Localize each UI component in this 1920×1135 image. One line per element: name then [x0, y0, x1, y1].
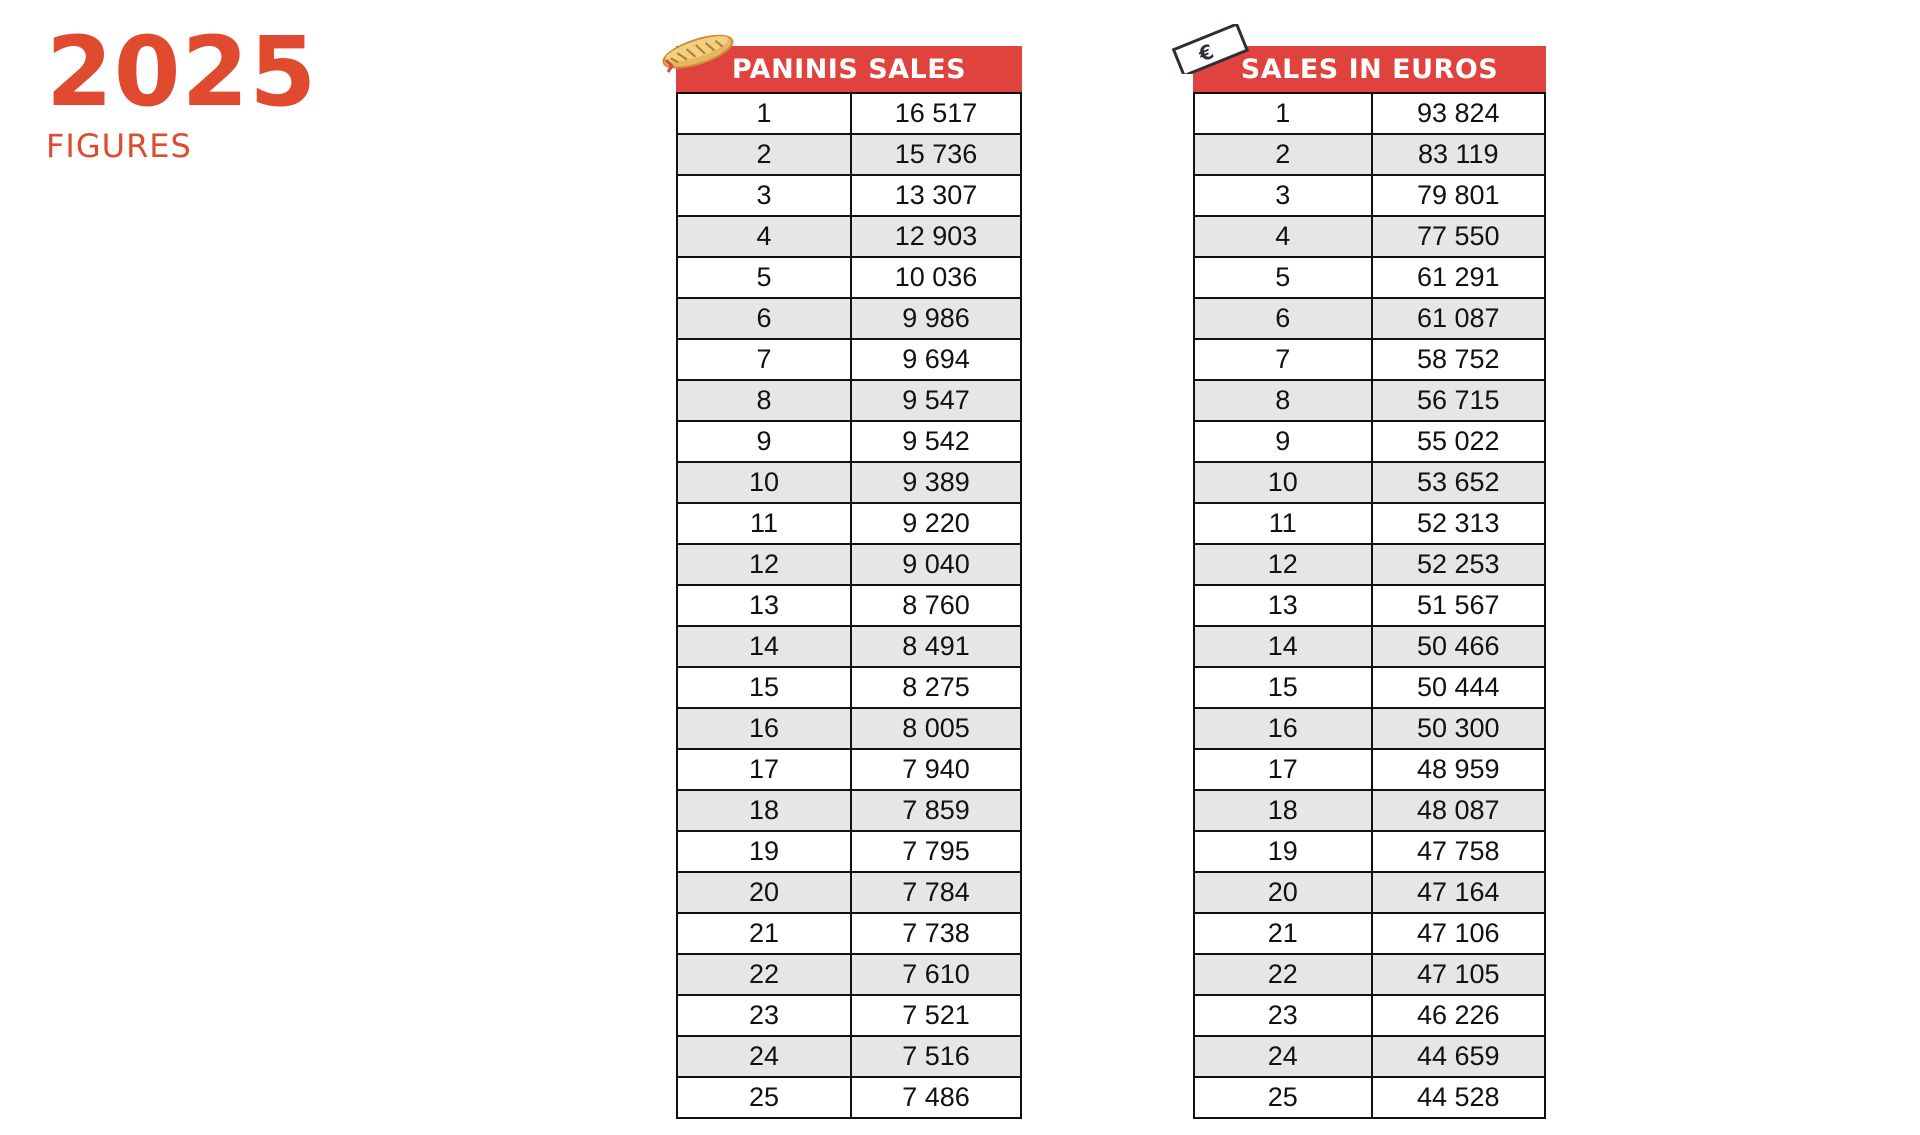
paninis-sales-value-cell: 12 903 — [851, 216, 1021, 257]
paninis-sales-value-cell: 8 275 — [851, 667, 1021, 708]
sales-in-euros-value-cell: 48 087 — [1372, 790, 1546, 831]
sales-in-euros-header: SALES IN EUROS — [1193, 46, 1546, 92]
paninis-sales-rank-cell: 21 — [677, 913, 851, 954]
paninis-sales-value-cell: 13 307 — [851, 175, 1021, 216]
paninis-sales-value-cell: 8 760 — [851, 585, 1021, 626]
paninis-sales-rank-cell: 2 — [677, 134, 851, 175]
sales-in-euros-row — [1194, 831, 1545, 872]
sales-in-euros-row — [1194, 872, 1545, 913]
paninis-sales-rank-cell: 25 — [677, 1077, 851, 1118]
paninis-sales-value-cell: 16 517 — [851, 93, 1021, 134]
sales-in-euros-rank-cell: 20 — [1194, 872, 1372, 913]
sales-in-euros-rank-cell: 6 — [1194, 298, 1372, 339]
paninis-sales-rank-cell: 20 — [677, 872, 851, 913]
paninis-sales-rank-cell: 22 — [677, 954, 851, 995]
sales-in-euros-rank-cell: 9 — [1194, 421, 1372, 462]
sales-in-euros-rank-cell: 25 — [1194, 1077, 1372, 1118]
sales-in-euros-value-cell: 48 959 — [1372, 749, 1546, 790]
paninis-sales-value-cell: 9 547 — [851, 380, 1021, 421]
sales-in-euros-row — [1194, 380, 1545, 421]
sales-in-euros-rank-cell: 18 — [1194, 790, 1372, 831]
sales-in-euros-row — [1194, 544, 1545, 585]
paninis-sales-grid — [676, 92, 1022, 1119]
paninis-sales-row — [677, 503, 1021, 544]
paninis-sales-row — [677, 93, 1021, 134]
sales-in-euros-value-cell: 44 528 — [1372, 1077, 1546, 1118]
paninis-sales-value-cell: 9 040 — [851, 544, 1021, 585]
paninis-sales-value-cell: 7 784 — [851, 872, 1021, 913]
paninis-sales-row — [677, 831, 1021, 872]
paninis-sales-value-cell: 15 736 — [851, 134, 1021, 175]
sales-in-euros-row — [1194, 749, 1545, 790]
sales-in-euros-rank-cell: 11 — [1194, 503, 1372, 544]
paninis-sales-rank-cell: 4 — [677, 216, 851, 257]
sales-in-euros-value-cell: 44 659 — [1372, 1036, 1546, 1077]
sales-in-euros-value-cell: 51 567 — [1372, 585, 1546, 626]
paninis-sales-value-cell: 7 516 — [851, 1036, 1021, 1077]
paninis-sales-row — [677, 626, 1021, 667]
sales-in-euros-rank-cell: 12 — [1194, 544, 1372, 585]
sales-in-euros-value-cell: 56 715 — [1372, 380, 1546, 421]
paninis-sales-row — [677, 708, 1021, 749]
sales-in-euros-rank-cell: 22 — [1194, 954, 1372, 995]
sales-in-euros-rank-cell: 23 — [1194, 995, 1372, 1036]
paninis-sales-value-cell: 9 389 — [851, 462, 1021, 503]
paninis-sales-rank-cell: 16 — [677, 708, 851, 749]
paninis-sales-value-cell: 7 486 — [851, 1077, 1021, 1118]
panini-icon — [658, 30, 736, 74]
paninis-sales-rank-cell: 7 — [677, 339, 851, 380]
sales-in-euros-row — [1194, 339, 1545, 380]
sales-in-euros-grid — [1193, 92, 1546, 1119]
year-heading: 2025 — [46, 16, 318, 128]
sales-in-euros-row — [1194, 175, 1545, 216]
paninis-sales-row — [677, 175, 1021, 216]
paninis-sales-rank-cell: 19 — [677, 831, 851, 872]
paninis-sales-value-cell: 8 005 — [851, 708, 1021, 749]
sales-in-euros-value-cell: 47 106 — [1372, 913, 1546, 954]
paninis-sales-table — [676, 46, 1022, 1119]
paninis-sales-row — [677, 544, 1021, 585]
paninis-sales-row — [677, 667, 1021, 708]
sales-in-euros-rank-cell: 2 — [1194, 134, 1372, 175]
paninis-sales-rank-cell: 1 — [677, 93, 851, 134]
sales-in-euros-rank-cell: 16 — [1194, 708, 1372, 749]
paninis-sales-value-cell: 7 521 — [851, 995, 1021, 1036]
sales-in-euros-value-cell: 52 313 — [1372, 503, 1546, 544]
sales-in-euros-value-cell: 50 300 — [1372, 708, 1546, 749]
paninis-sales-rows — [677, 93, 1021, 1118]
sales-in-euros-rank-cell: 21 — [1194, 913, 1372, 954]
sales-in-euros-rows — [1194, 93, 1545, 1118]
euro-symbol: € — [1195, 39, 1218, 67]
paninis-sales-rank-cell: 12 — [677, 544, 851, 585]
sales-in-euros-rank-cell: 5 — [1194, 257, 1372, 298]
sales-in-euros-rank-cell: 19 — [1194, 831, 1372, 872]
sales-in-euros-value-cell: 61 291 — [1372, 257, 1546, 298]
paninis-sales-row — [677, 339, 1021, 380]
paninis-sales-row — [677, 421, 1021, 462]
paninis-sales-value-cell: 7 940 — [851, 749, 1021, 790]
paninis-sales-row — [677, 380, 1021, 421]
sales-in-euros-row — [1194, 667, 1545, 708]
sales-in-euros-value-cell: 50 466 — [1372, 626, 1546, 667]
sales-in-euros-rank-cell: 15 — [1194, 667, 1372, 708]
paninis-sales-value-cell: 9 220 — [851, 503, 1021, 544]
sales-in-euros-row — [1194, 1036, 1545, 1077]
paninis-sales-rank-cell: 17 — [677, 749, 851, 790]
sales-in-euros-row — [1194, 1077, 1545, 1118]
brand-block — [46, 16, 318, 165]
paninis-sales-row — [677, 1077, 1021, 1118]
sales-in-euros-value-cell: 79 801 — [1372, 175, 1546, 216]
sales-in-euros-value-cell: 77 550 — [1372, 216, 1546, 257]
sales-in-euros-row — [1194, 585, 1545, 626]
paninis-sales-row — [677, 954, 1021, 995]
paninis-sales-value-cell: 7 610 — [851, 954, 1021, 995]
paninis-sales-value-cell: 9 542 — [851, 421, 1021, 462]
sales-in-euros-row — [1194, 462, 1545, 503]
sales-in-euros-row — [1194, 298, 1545, 339]
sales-in-euros-row — [1194, 257, 1545, 298]
paninis-sales-rank-cell: 10 — [677, 462, 851, 503]
paninis-sales-row — [677, 462, 1021, 503]
paninis-sales-rank-cell: 6 — [677, 298, 851, 339]
paninis-sales-rank-cell: 8 — [677, 380, 851, 421]
paninis-sales-rank-cell: 3 — [677, 175, 851, 216]
paninis-sales-rank-cell: 5 — [677, 257, 851, 298]
sales-in-euros-rank-cell: 14 — [1194, 626, 1372, 667]
paninis-sales-row — [677, 790, 1021, 831]
sales-in-euros-row — [1194, 421, 1545, 462]
sales-in-euros-rank-cell: 17 — [1194, 749, 1372, 790]
paninis-sales-value-cell: 9 986 — [851, 298, 1021, 339]
paninis-sales-row — [677, 585, 1021, 626]
paninis-sales-row — [677, 257, 1021, 298]
paninis-sales-value-cell: 9 694 — [851, 339, 1021, 380]
sales-in-euros-table — [1193, 46, 1546, 1119]
sales-in-euros-value-cell: 47 164 — [1372, 872, 1546, 913]
sales-in-euros-value-cell: 47 758 — [1372, 831, 1546, 872]
paninis-sales-row — [677, 1036, 1021, 1077]
sales-in-euros-row — [1194, 995, 1545, 1036]
paninis-sales-rank-cell: 14 — [677, 626, 851, 667]
sales-in-euros-rank-cell: 7 — [1194, 339, 1372, 380]
paninis-sales-row — [677, 298, 1021, 339]
paninis-sales-rank-cell: 11 — [677, 503, 851, 544]
paninis-sales-value-cell: 10 036 — [851, 257, 1021, 298]
sales-in-euros-row — [1194, 626, 1545, 667]
paninis-sales-value-cell: 7 795 — [851, 831, 1021, 872]
paninis-sales-header: PANINIS SALES — [676, 46, 1022, 92]
sales-in-euros-row — [1194, 216, 1545, 257]
sales-in-euros-rank-cell: 1 — [1194, 93, 1372, 134]
sales-in-euros-rank-cell: 24 — [1194, 1036, 1372, 1077]
paninis-sales-value-cell: 7 738 — [851, 913, 1021, 954]
sales-in-euros-value-cell: 50 444 — [1372, 667, 1546, 708]
sales-in-euros-rank-cell: 3 — [1194, 175, 1372, 216]
paninis-sales-row — [677, 134, 1021, 175]
sales-in-euros-row — [1194, 954, 1545, 995]
sales-in-euros-rank-cell: 4 — [1194, 216, 1372, 257]
sales-in-euros-rank-cell: 13 — [1194, 585, 1372, 626]
paninis-sales-rank-cell: 24 — [677, 1036, 851, 1077]
sales-in-euros-rank-cell: 8 — [1194, 380, 1372, 421]
paninis-sales-rank-cell: 9 — [677, 421, 851, 462]
sales-in-euros-value-cell: 53 652 — [1372, 462, 1546, 503]
sales-in-euros-value-cell: 61 087 — [1372, 298, 1546, 339]
sales-in-euros-value-cell: 46 226 — [1372, 995, 1546, 1036]
paninis-sales-row — [677, 913, 1021, 954]
paninis-sales-rank-cell: 23 — [677, 995, 851, 1036]
sales-in-euros-row — [1194, 503, 1545, 544]
sales-in-euros-rank-cell: 10 — [1194, 462, 1372, 503]
paninis-sales-row — [677, 749, 1021, 790]
paninis-sales-rank-cell: 13 — [677, 585, 851, 626]
sales-in-euros-value-cell: 47 105 — [1372, 954, 1546, 995]
sales-in-euros-value-cell: 93 824 — [1372, 93, 1546, 134]
euro-banknote-icon — [1168, 24, 1252, 74]
paninis-sales-rank-cell: 18 — [677, 790, 851, 831]
sales-in-euros-row — [1194, 708, 1545, 749]
sales-in-euros-value-cell: 52 253 — [1372, 544, 1546, 585]
sales-in-euros-value-cell: 83 119 — [1372, 134, 1546, 175]
paninis-sales-value-cell: 8 491 — [851, 626, 1021, 667]
sales-in-euros-row — [1194, 913, 1545, 954]
paninis-sales-row — [677, 872, 1021, 913]
sales-in-euros-row — [1194, 93, 1545, 134]
sales-in-euros-row — [1194, 790, 1545, 831]
figures-subtitle: FIGURES — [46, 127, 192, 165]
sales-in-euros-value-cell: 55 022 — [1372, 421, 1546, 462]
sales-in-euros-row — [1194, 134, 1545, 175]
paninis-sales-value-cell: 7 859 — [851, 790, 1021, 831]
paninis-sales-rank-cell: 15 — [677, 667, 851, 708]
paninis-sales-row — [677, 995, 1021, 1036]
sales-in-euros-value-cell: 58 752 — [1372, 339, 1546, 380]
paninis-sales-row — [677, 216, 1021, 257]
